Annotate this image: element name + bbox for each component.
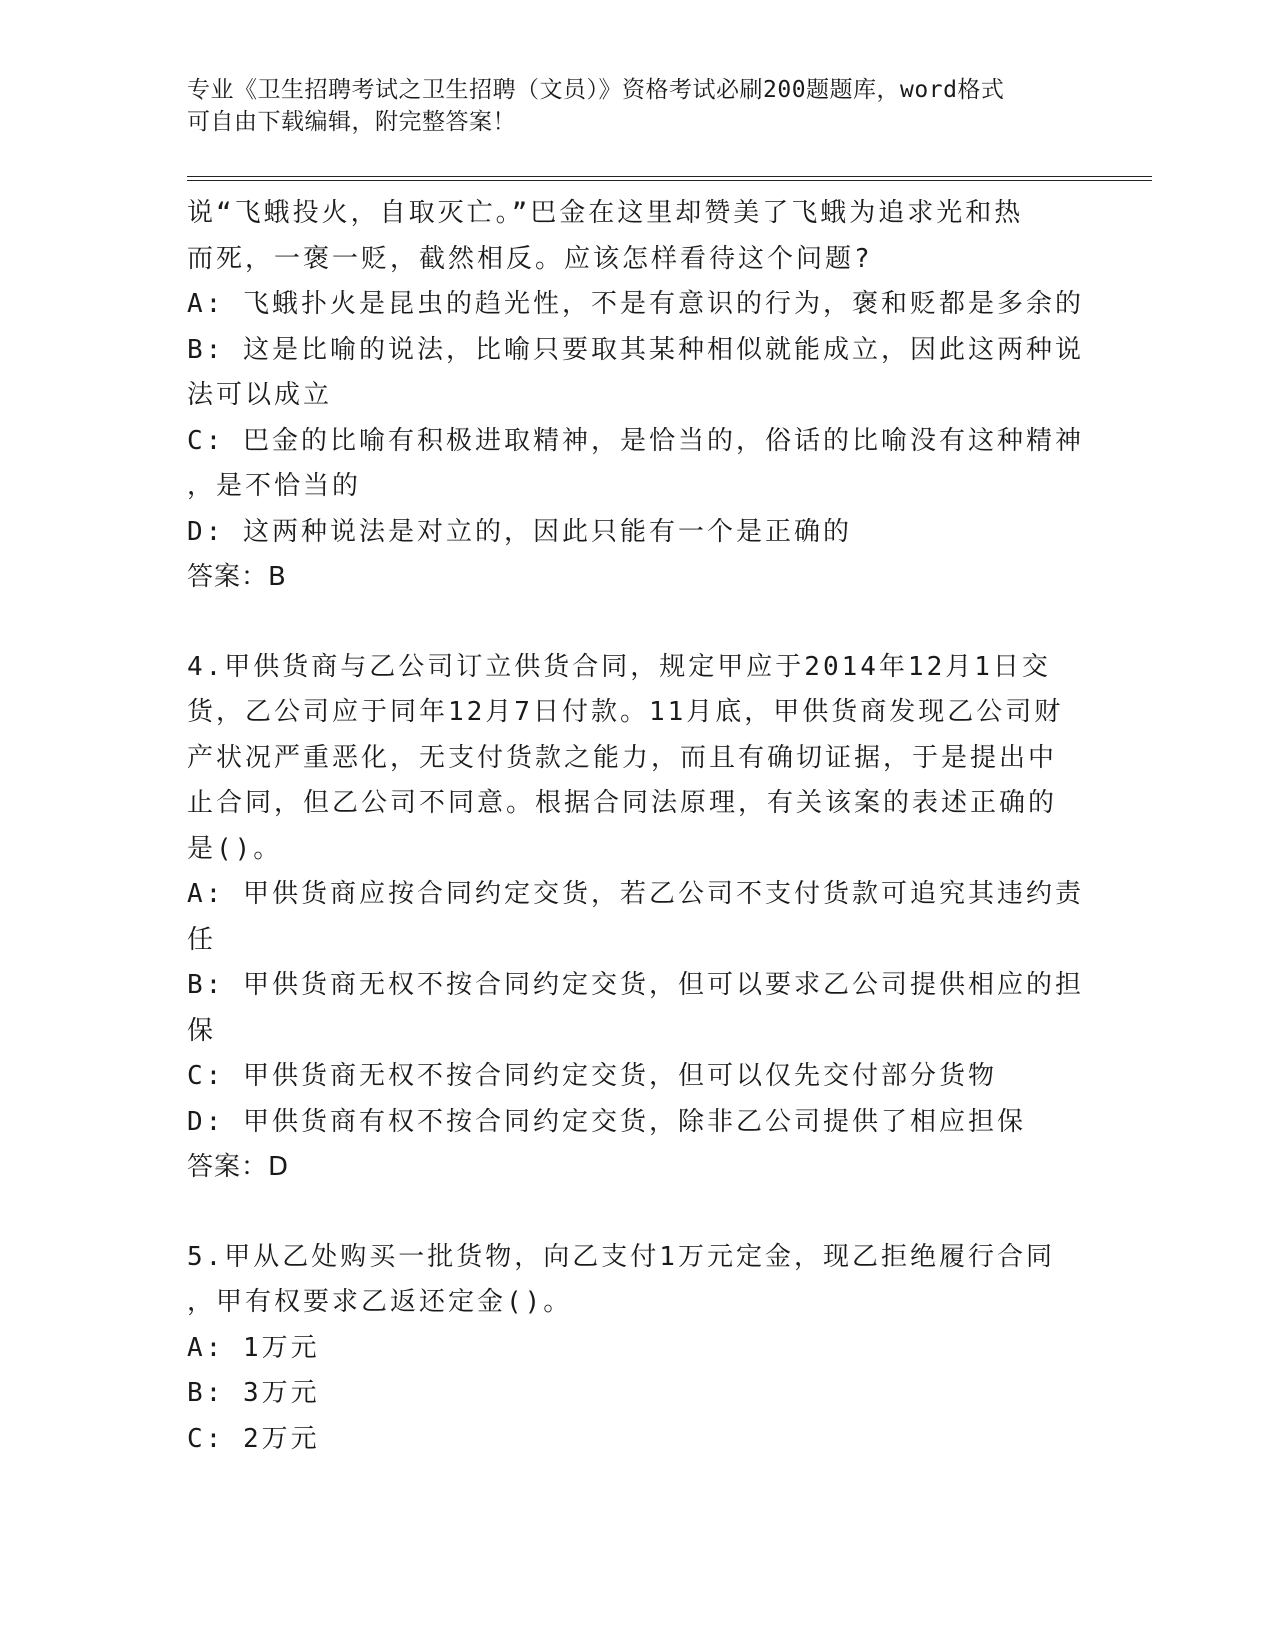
- spacer: [187, 601, 1087, 645]
- question-stem: 货，乙公司应于同年12月7日付款。11月底，甲供货商发现乙公司财: [187, 697, 1064, 727]
- question-stem: 产状况严重恶化，无支付货款之能力，而且有确切证据，于是提出中: [187, 742, 1058, 773]
- answer-label: 答案：D: [187, 1152, 290, 1182]
- answer-label: 答案：B: [187, 562, 287, 592]
- option-d: D: 这两种说法是对立的，因此只能有一个是正确的: [187, 516, 852, 547]
- question-3: [187, 191, 1087, 601]
- question-stem: 4.甲供货商与乙公司订立供货合同，规定甲应于2014年12月1日交: [187, 651, 1051, 682]
- question-stem: ，甲有权要求乙返还定金()。: [187, 1287, 573, 1317]
- document-body: [187, 191, 1087, 1462]
- option-c: C: 甲供货商无权不按合同约定交货，但可以仅先交付部分货物: [187, 1061, 997, 1091]
- question-5: [187, 1235, 1087, 1463]
- question-stem: 说“飞蛾投火，自取灭亡。”巴金在这里却赞美了飞蛾为追求光和热: [187, 198, 1024, 228]
- option-b-continued: 保: [187, 1015, 217, 1046]
- option-b: B: 这是比喻的说法，比喻只要取其某种相似就能成立，因此这两种说: [187, 334, 1084, 365]
- header-divider: [187, 176, 1152, 181]
- option-b-continued: 法可以成立: [187, 380, 333, 410]
- question-stem: 5.甲从乙处购买一批货物，向乙支付1万元定金，现乙拒绝履行合同: [187, 1241, 1055, 1272]
- option-c: C: 巴金的比喻有积极进取精神，是恰当的，俗话的比喻没有这种精神: [187, 425, 1084, 456]
- question-stem: 止合同，但乙公司不同意。根据合同法原理，有关该案的表述正确的: [187, 788, 1058, 818]
- option-a: A: 飞蛾扑火是昆虫的趋光性，不是有意识的行为，褒和贬都是多余的: [187, 289, 1084, 319]
- question-stem: 是()。: [187, 833, 283, 864]
- option-c: C: 2万元: [187, 1423, 320, 1454]
- option-b: B: 3万元: [187, 1378, 320, 1408]
- option-c-continued: ，是不恰当的: [187, 471, 362, 501]
- page-header: [187, 74, 1067, 138]
- header-line-2: 可自由下载编辑，附完整答案！: [187, 109, 516, 135]
- spacer: [187, 1191, 1087, 1235]
- option-b: B: 甲供货商无权不按合同约定交货，但可以要求乙公司提供相应的担: [187, 970, 1084, 1000]
- option-a: A: 甲供货商应按合同约定交货，若乙公司不支付货款可追究其违约责: [187, 879, 1084, 909]
- question-stem: 而死，一褒一贬，截然相反。应该怎样看待这个问题?: [187, 243, 873, 274]
- option-a: A: 1万元: [187, 1332, 320, 1363]
- option-d: D: 甲供货商有权不按合同约定交货，除非乙公司提供了相应担保: [187, 1106, 1026, 1137]
- header-line-1: 专业《卫生招聘考试之卫生招聘（文员）》资格考试必刷200题题库，word格式: [187, 77, 1005, 103]
- question-4: [187, 645, 1087, 1191]
- option-a-continued: 任: [187, 924, 217, 955]
